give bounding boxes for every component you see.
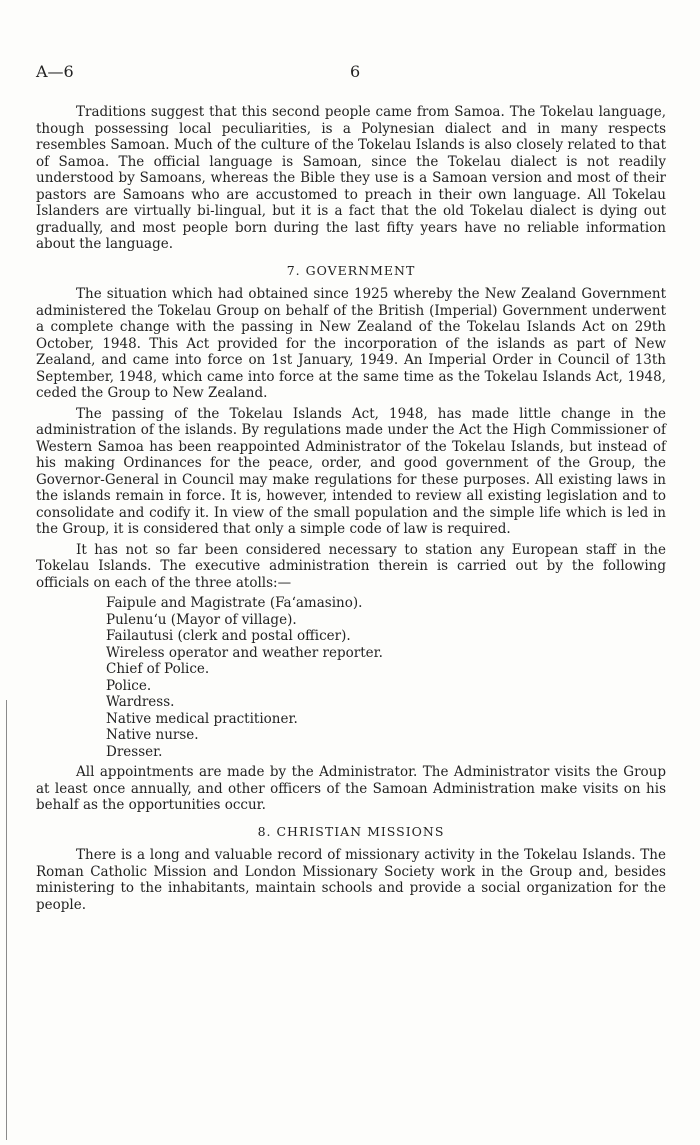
list-item: Native nurse. — [106, 727, 199, 743]
list-item: Wireless operator and weather reporter. — [106, 644, 383, 661]
list-item: Pulenu‘u (Mayor of village). — [106, 611, 297, 628]
list-item: Police. — [106, 677, 152, 694]
section-heading-government: 7. GOVERNMENT — [286, 262, 416, 278]
list-item: Dresser. — [106, 743, 163, 760]
paragraph-language: Traditions suggest that this second people came from Samoa. The Tokelau language, though possessing local peculiarities, is a Polynesian dialect and in many respects resembles Samoan. Much of the culture of the Tokelau Islands is also closely related to that of Samoa. The official language is Samoan, since the Tokelau dialect is not readily understood by Samoans, whereas the Bible they use is a Samoan version and most of their pastors are Samoans who are accustomed to preach in their own language. All Tokelau Islanders are virtually bi-lingual, but it is a fact that the old Tokelau dialect is dying out gradually, and most people born during the last fifty years have no reliable information about the language. — [36, 104, 666, 252]
list-item: Native medical practitioner. — [106, 710, 298, 727]
section-heading-missions: 8. CHRISTIAN MISSIONS — [257, 823, 445, 839]
paragraph-staff: It has not so far been considered necessary to station any European staff in the Tokelau Islands. The executive administration therein is carried out by the following officials on each of the three atolls:— — [36, 541, 666, 591]
page-header — [36, 62, 664, 82]
list-item: Faipule and Magistrate (Fa‘amasino). — [106, 595, 363, 611]
page-number: 6 — [350, 62, 361, 81]
paragraph-government-history: The situation which had obtained since 1925 whereby the New Zealand Government administered the Tokelau Group on behalf of the British (Imperial) Government underwent a complete change with the passing in New Zealand of the Tokelau Islands Act on 29th October, 1948. This Act provided for the incorporation of the islands as part of New Zealand, and came into force on 1st January, 1949. An Imperial Order in Council of 13th September, 1948, which came into force at the same time as the Tokelau Islands Act, 1948, ceded the Group to New Zealand. — [36, 286, 666, 401]
list-item: Failautusi (clerk and postal officer). — [106, 628, 351, 644]
margin-rule — [6, 700, 7, 1140]
paragraph-appointments: All appointments are made by the Administrator. The Administrator visits the Group at least once annually, and other officers of the Samoan Administration make visits on his behalf as the opportunities occur. — [36, 764, 666, 813]
body-text — [36, 104, 666, 917]
paragraph-missions: There is a long and valuable record of missionary activity in the Tokelau Islands. The Roman Catholic Mission and London Missionary Society work in the Group and, besides ministering to the inhabitants, maintain schools and provide a social organization for the people. — [36, 847, 666, 913]
list-item: Chief of Police. — [106, 661, 210, 677]
officials-list — [106, 595, 666, 760]
document-reference: A—6 — [36, 62, 74, 81]
list-item: Wardress. — [106, 694, 175, 710]
paragraph-administration: The passing of the Tokelau Islands Act, 1948, has made little change in the administration of the islands. By regulations made under the Act the High Commissioner of Western Samoa has been reappointed Administrator of the Tokelau Islands, but instead of his making Ordinances for the peace, order, and good government of the Group, the Governor-General in Council may make regulations for these purposes. All existing laws in the islands remain in force. It is, however, intended to review all existing legislation and to consolidate and codify it. In view of the small population and the simple life which is led in the Group, it is considered that only a simple code of law is required. — [36, 405, 666, 537]
